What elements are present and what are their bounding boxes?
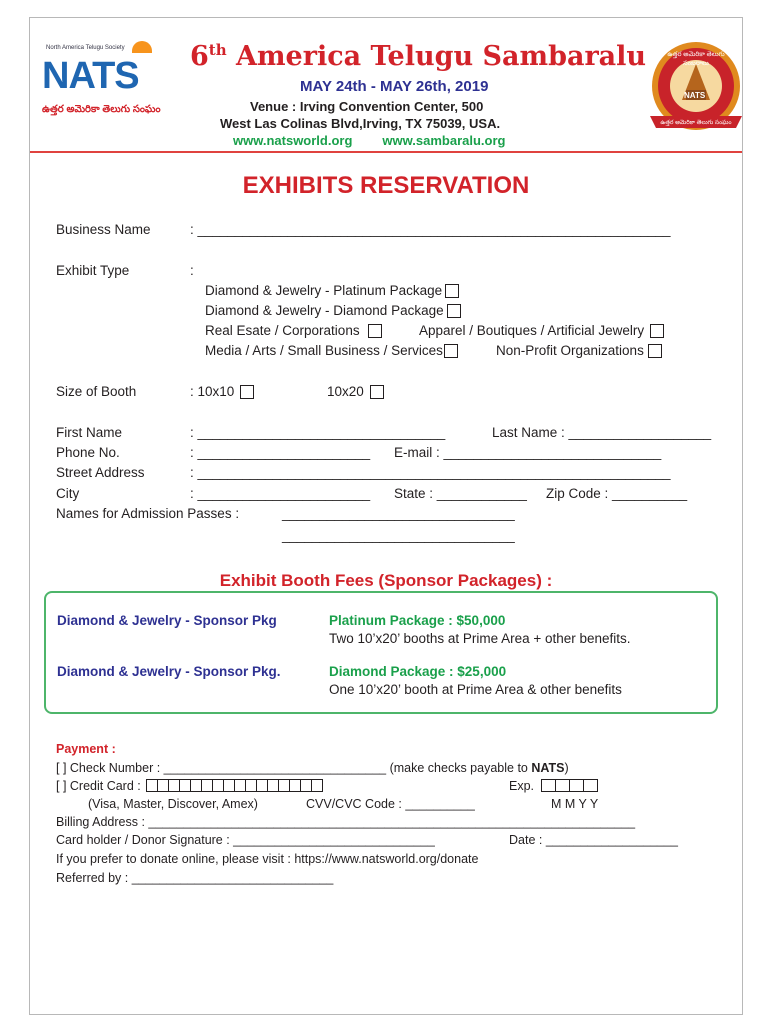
fee-row2-category: Diamond & Jewelry - Sponsor Pkg.: [57, 664, 281, 679]
city-field[interactable]: : _______________________: [190, 486, 371, 501]
admission-pass-field-1[interactable]: _______________________________: [282, 506, 515, 521]
natsworld-link[interactable]: www.natsworld.org: [233, 133, 353, 148]
diamond-package-checkbox[interactable]: [447, 304, 461, 318]
logo-text: NATS: [42, 55, 139, 97]
expiry-format: M M Y Y: [551, 797, 599, 811]
check-label: [ ] Check Number : ________________________________ (make checks payable to: [56, 761, 532, 775]
seal-top-text: ఉత్తర అమెరికా తెలుగు సంబరాలు: [667, 51, 725, 67]
option-label: Real Esate / Corporations: [205, 323, 360, 338]
seal-center-text: NATS: [684, 91, 706, 100]
phone-label: Phone No.: [56, 445, 120, 460]
check-number-field[interactable]: [56, 761, 569, 775]
check-suffix: ): [564, 761, 569, 775]
credit-card-row: [56, 779, 322, 793]
city-label: City: [56, 486, 80, 501]
non-profit-checkbox[interactable]: [648, 344, 662, 358]
fees-box: [44, 591, 718, 714]
referred-by-field[interactable]: Referred by : _____________________________: [56, 871, 334, 885]
sambaralu-link[interactable]: www.sambaralu.org: [382, 133, 506, 148]
form-heading: EXHIBITS RESERVATION: [242, 172, 530, 199]
sambaralu-seal: [646, 38, 746, 138]
reservation-form-page: [29, 17, 743, 1015]
option-platinum-package: [205, 283, 459, 298]
business-name-field[interactable]: : _______________________________________________________________: [190, 222, 671, 237]
option-media-arts: [205, 343, 458, 358]
billing-address-field[interactable]: Billing Address : ______________________________________________________________________: [56, 815, 636, 829]
fees-heading: Exhibit Booth Fees (Sponsor Packages) :: [219, 571, 553, 590]
business-name-label: Business Name: [56, 222, 151, 237]
venue-line-1: Venue : Irving Convention Center, 500: [250, 99, 484, 114]
option-non-profit: [496, 343, 662, 358]
page-title: 6th America Telugu Sambaralu: [190, 41, 647, 72]
option-label: 10x20: [327, 384, 364, 399]
state-field[interactable]: State : ____________: [394, 486, 527, 501]
payee-name: NATS: [531, 761, 565, 775]
expiry-boxes[interactable]: [541, 779, 597, 793]
street-address-label: Street Address: [56, 465, 145, 480]
exhibit-type-label: Exhibit Type: [56, 263, 130, 278]
signature-field[interactable]: Card holder / Donor Signature : _____________________________: [56, 833, 435, 847]
exhibit-type-colon: :: [190, 263, 194, 278]
card-types: (Visa, Master, Discover, Amex): [88, 797, 258, 811]
real-estate-checkbox[interactable]: [368, 324, 382, 338]
fee-row2-desc: One 10’x20’ booth at Prime Area & other benefits: [329, 682, 622, 697]
payment-label: Payment :: [56, 742, 116, 756]
expiry-row: [509, 779, 597, 793]
website-links: [233, 133, 505, 148]
card-number-boxes[interactable]: [146, 779, 322, 793]
fee-row1-title: Platinum Package : $50,000: [329, 613, 506, 628]
option-diamond-package: [205, 303, 461, 318]
donate-online-text: If you prefer to donate online, please visit : https://www.natsworld.org/donate: [56, 852, 479, 866]
credit-card-label: [ ] Credit Card :: [56, 779, 141, 793]
option-label: Media / Arts / Small Business / Services: [205, 343, 443, 358]
sun-icon: [132, 41, 152, 53]
fee-row1-category: Diamond & Jewelry - Sponsor Pkg: [57, 613, 277, 628]
fee-row2-title: Diamond Package : $25,000: [329, 664, 507, 679]
option-label: Diamond & Jewelry - Diamond Package: [205, 303, 444, 318]
nats-logo: [40, 43, 168, 119]
cvv-field[interactable]: CVV/CVC Code : __________: [306, 797, 475, 811]
admission-passes-label: Names for Admission Passes :: [56, 506, 240, 521]
booth-10x10-option: [190, 384, 254, 399]
date-field[interactable]: Date : ___________________: [509, 833, 678, 847]
street-address-field[interactable]: : _______________________________________________________________: [190, 465, 671, 480]
booth-10x10-checkbox[interactable]: [240, 385, 254, 399]
booth-10x20-checkbox[interactable]: [370, 385, 384, 399]
phone-field[interactable]: : _______________________: [190, 445, 371, 460]
option-real-estate: [205, 323, 382, 338]
header-divider: [30, 151, 742, 153]
email-field[interactable]: E-mail : _____________________________: [394, 445, 662, 460]
option-apparel: [419, 323, 664, 338]
admission-pass-field-2[interactable]: _______________________________: [282, 528, 515, 543]
apparel-checkbox[interactable]: [650, 324, 664, 338]
first-name-label: First Name: [56, 425, 123, 440]
option-label: Diamond & Jewelry - Platinum Package: [205, 283, 443, 298]
last-name-field[interactable]: Last Name : ___________________: [492, 425, 712, 440]
platinum-package-checkbox[interactable]: [445, 284, 459, 298]
fee-row1-desc: Two 10’x20’ booths at Prime Area + other benefits.: [329, 631, 631, 646]
event-dates: MAY 24th - MAY 26th, 2019: [300, 78, 489, 95]
option-label: Apparel / Boutiques / Artificial Jewelry: [419, 323, 645, 338]
seal-ribbon-text: ఉత్తర అమెరికా తెలుగు సంఘం: [660, 120, 732, 126]
logo-telugu-text: ఉత్తర అమెరికా తెలుగు సంఘం: [42, 104, 161, 115]
option-label: Non-Profit Organizations: [496, 343, 644, 358]
logo-tagline: North America Telugu Society: [46, 45, 125, 51]
zip-code-field[interactable]: Zip Code : __________: [546, 486, 688, 501]
booth-10x20-option: [327, 384, 384, 399]
venue-line-2: West Las Colinas Blvd,Irving, TX 75039, USA.: [220, 116, 501, 131]
option-label: : 10x10: [190, 384, 235, 399]
first-name-field[interactable]: : _________________________________: [190, 425, 446, 440]
booth-size-label: Size of Booth: [56, 384, 137, 399]
expiry-label: Exp.: [509, 779, 535, 793]
media-arts-checkbox[interactable]: [444, 344, 458, 358]
